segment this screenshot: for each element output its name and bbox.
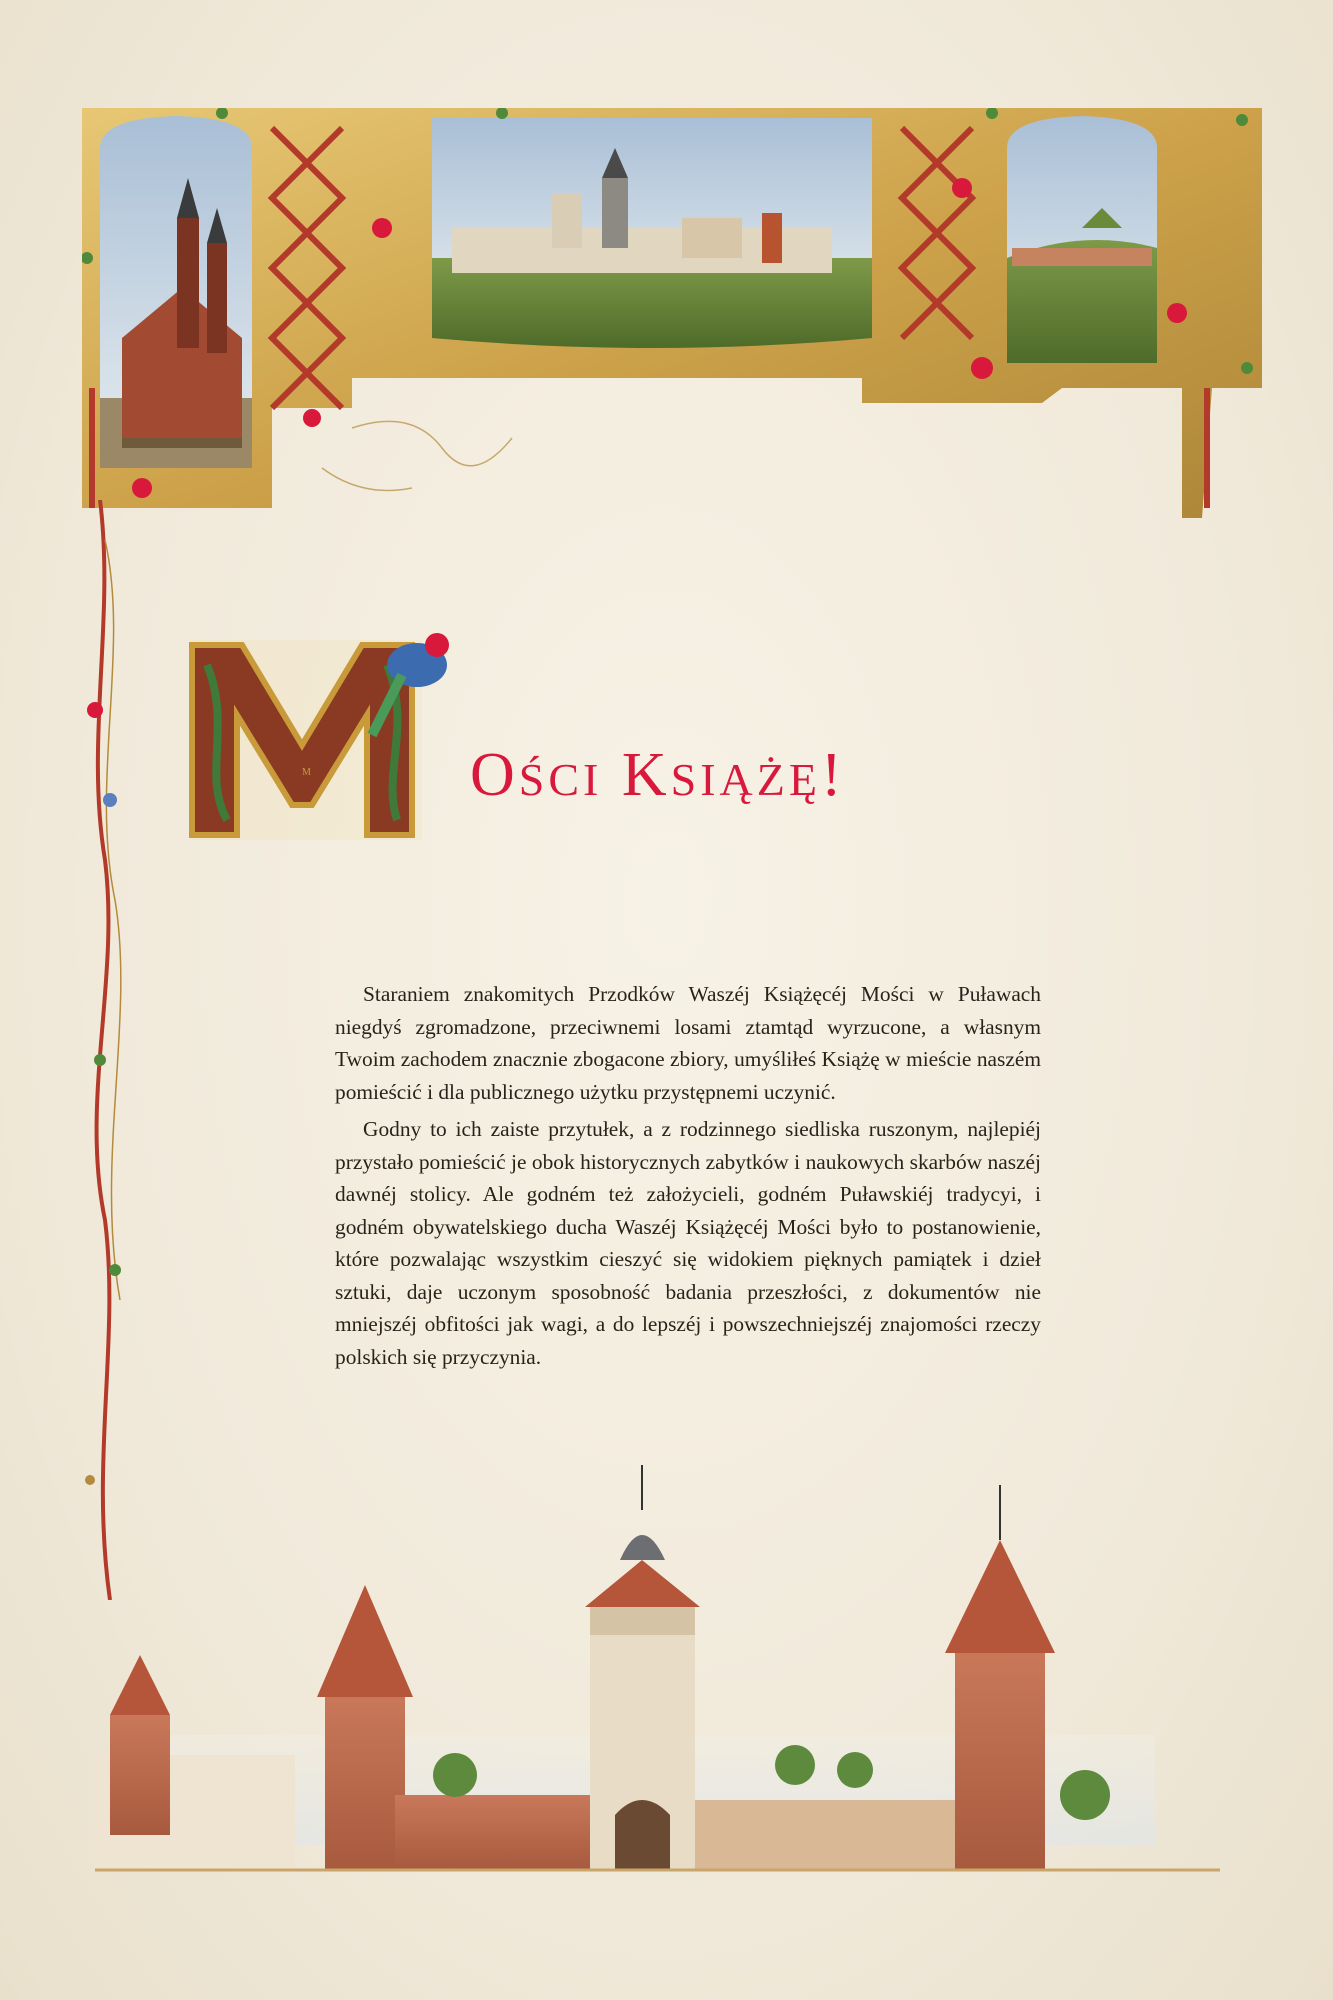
vignette-castle <box>432 118 872 348</box>
vignette-church <box>100 116 252 468</box>
city-walls-illustration <box>95 1465 1220 1875</box>
address-body <box>335 978 1041 1378</box>
paragraph-1: Staraniem znakomitych Przodków Waszéj Książęcéj Mości w Puławach niegdyś zgromadzone, przeciwnemi losami ztamtąd wyrzucone, a własnym Twoim zachodem znacznie zbogacone zbiory, umyśliłeś Książę w mieście naszém pomieścić i dla publicznego użytku przystępnemi uczynić. <box>335 982 1041 1104</box>
greeting-o: O <box>470 741 519 809</box>
greeting-siaze: SIĄŻĘ <box>670 754 821 805</box>
paragraph-2: Godny to ich zaiste przytułek, a z rodzinnego siedliska ruszonym, najlepiéj przystało pomieścić je obok historycznych zabytków i naukowych skarbów naszéj dawnéj stolicy. Ale godném też założycieli, godném Puławskiéj tradycyi, i godném obywatelskiego ducha Waszéj Książęcéj Mości było to postanowienie, które pozwalając wszystkim cieszyć się widokiem pięknych pamiątek i dzieł sztuki, daje uczonym sposobność badania przeszłości, z dokumentów nie mniejszéj obfitości jak wagi, a do lepszéj i powszechniejszéj znajomości rzeczy polskich się przyczynia. <box>335 1117 1041 1369</box>
greeting-heading <box>470 740 846 811</box>
greeting-k: K <box>621 741 671 809</box>
vignette-mound <box>1007 116 1157 363</box>
illuminated-initial <box>172 605 482 875</box>
header-illumination <box>82 108 1262 518</box>
left-vine-border <box>60 500 150 1600</box>
illuminated-header <box>82 108 1262 518</box>
greeting-exclamation: ! <box>820 741 846 809</box>
greeting-sci: ŚCI <box>518 754 603 805</box>
initial-letter: M <box>302 767 311 778</box>
